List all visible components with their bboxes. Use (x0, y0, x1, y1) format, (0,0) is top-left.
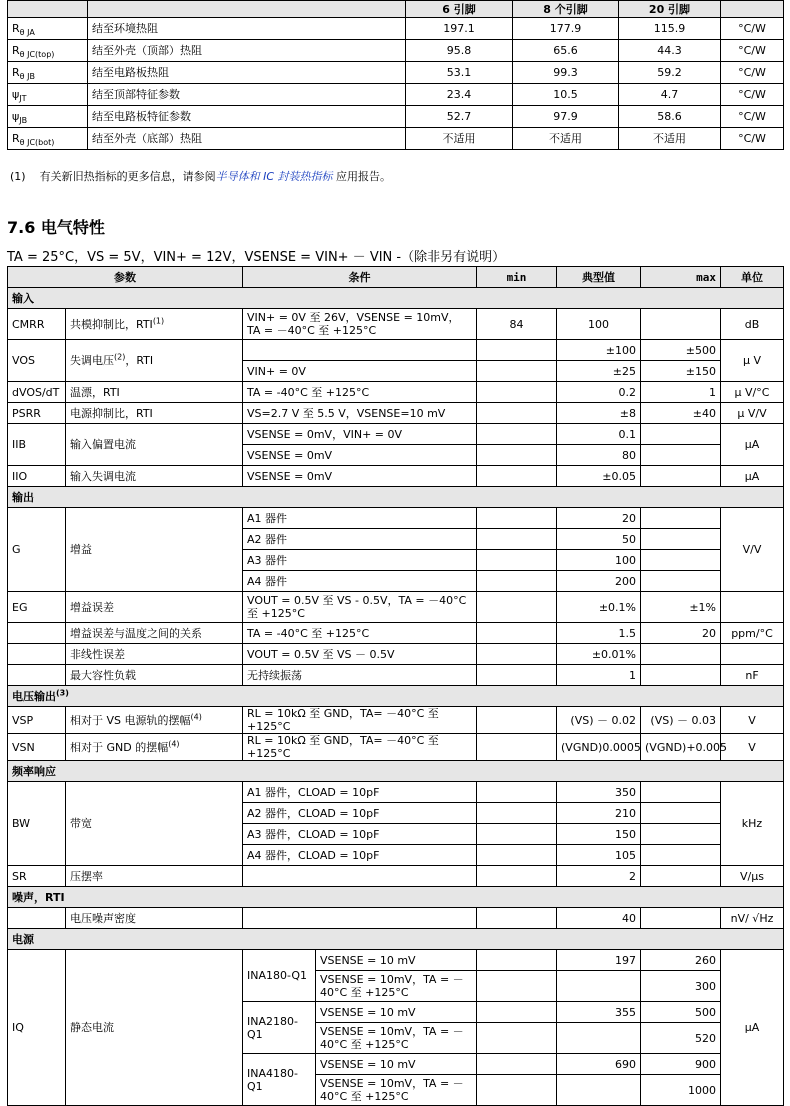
param-cond: TA = -40°C 至 +125°C (243, 623, 477, 644)
header-param: 参数 (8, 267, 243, 288)
thermal-value: 197.1 (406, 18, 513, 40)
row-iib (8, 424, 784, 445)
param-cond: VSENSE = 10 mV (316, 1054, 477, 1075)
thermal-param: 结至环境热阻 (88, 18, 406, 40)
val-typ: 100 (557, 309, 641, 340)
electrical-characteristics-table (7, 266, 784, 1106)
param-symbol: IIB (8, 424, 66, 466)
val-typ (557, 971, 641, 1002)
val-typ: 0.1 (557, 424, 641, 445)
section-noise: 噪声，RTI (8, 887, 784, 908)
row-iio (8, 466, 784, 487)
val-typ: 20 (557, 508, 641, 529)
val-min (477, 971, 557, 1002)
val-min (477, 950, 557, 971)
param-symbol: VOS (8, 340, 66, 382)
val-typ: 350 (557, 782, 641, 803)
param-symbol: dVOS/dT (8, 382, 66, 403)
thermal-param: 结至外壳（顶部）热阻 (88, 40, 406, 62)
thermal-value: 58.6 (619, 106, 721, 128)
header-unit: 单位 (721, 267, 784, 288)
row-iq (8, 950, 784, 971)
val-max: ±150 (641, 361, 721, 382)
val-typ: 80 (557, 445, 641, 466)
param-symbol: VSN (8, 734, 66, 761)
val-min (477, 707, 557, 734)
section-power-supply: 电源 (8, 929, 784, 950)
thermal-value: 不适用 (513, 128, 619, 150)
thermal-symbol: $\psi_{JT}$ (8, 84, 88, 106)
param-name: 共模抑制比，RTI$^{(1)}$ (66, 309, 243, 340)
param-name: 最大容性负载 (66, 665, 243, 686)
row-eg (8, 592, 784, 623)
param-cond (243, 866, 477, 887)
row-cmrr (8, 309, 784, 340)
param-cond: VIN+ = 0V 至 26V，VSENSE = 10mV，TA = －40°C 至 +125°C (243, 309, 477, 340)
val-max: 900 (641, 1054, 721, 1075)
val-typ: 2 (557, 866, 641, 887)
param-symbol: G (8, 508, 66, 592)
thermal-header-20pin: 20 引脚 (619, 1, 721, 18)
val-max (641, 571, 721, 592)
param-cond: 无持续振荡 (243, 665, 477, 686)
thermal-value: 不适用 (406, 128, 513, 150)
val-unit: μA (721, 950, 784, 1106)
val-unit: μ V/V (721, 403, 784, 424)
val-typ: 0.2 (557, 382, 641, 403)
val-max: 20 (641, 623, 721, 644)
thermal-value: 95.8 (406, 40, 513, 62)
val-unit (721, 644, 784, 665)
val-unit: kHz (721, 782, 784, 866)
val-min (477, 382, 557, 403)
val-typ: ±0.05 (557, 466, 641, 487)
thermal-header-blank (8, 1, 88, 18)
thermal-unit: °C/W (721, 40, 784, 62)
param-cond: RL = 10kΩ 至 GND，TA= －40°C 至 +125°C (243, 707, 477, 734)
val-typ: 40 (557, 908, 641, 929)
val-max: ±500 (641, 340, 721, 361)
param-cond: VSENSE = 10 mV (316, 1002, 477, 1023)
header-typ: 典型值 (557, 267, 641, 288)
val-typ (557, 1023, 641, 1054)
val-min (477, 508, 557, 529)
row-vsp (8, 707, 784, 734)
thermal-value: 53.1 (406, 62, 513, 84)
thermal-row (8, 62, 784, 84)
val-max: ±1% (641, 592, 721, 623)
val-max (641, 529, 721, 550)
val-typ: 355 (557, 1002, 641, 1023)
val-typ: 200 (557, 571, 641, 592)
param-name: 输入失调电流 (66, 466, 243, 487)
val-typ: (VS) － 0.02 (557, 707, 641, 734)
elec-header-row (8, 267, 784, 288)
footnote-text: 有关新旧热指标的更多信息，请参阅 (39, 170, 216, 183)
thermal-symbol: $\psi_{JB}$ (8, 106, 88, 128)
app-report-link[interactable]: 半导体和 IC 封装热指标 (215, 170, 333, 183)
param-name: 非线性误差 (66, 644, 243, 665)
val-min (477, 623, 557, 644)
param-symbol: SR (8, 866, 66, 887)
param-cond: A1 器件，CLOAD = 10pF (243, 782, 477, 803)
val-max (641, 866, 721, 887)
param-cond: RL = 10kΩ 至 GND，TA= －40°C 至 +125°C (243, 734, 477, 761)
val-min (477, 734, 557, 761)
val-typ: ±25 (557, 361, 641, 382)
val-max (641, 508, 721, 529)
thermal-header-row (8, 1, 784, 18)
thermal-value: 4.7 (619, 84, 721, 106)
val-max (641, 466, 721, 487)
val-typ: ±0.01% (557, 644, 641, 665)
param-name: 增益 (66, 508, 243, 592)
val-min (477, 466, 557, 487)
footnote-number: (1) (10, 170, 26, 183)
val-max (641, 309, 721, 340)
device-name: INA2180-Q1 (243, 1002, 316, 1054)
val-typ: 50 (557, 529, 641, 550)
param-cond: VSENSE = 10mV，TA = －40°C 至 +125°C (316, 971, 477, 1002)
param-cond: VSENSE = 0mV (243, 466, 477, 487)
val-max: 1000 (641, 1075, 721, 1106)
val-typ (557, 1075, 641, 1106)
param-symbol: EG (8, 592, 66, 623)
param-name: 电压噪声密度 (66, 908, 243, 929)
row-vos (8, 340, 784, 361)
row-vsn (8, 734, 784, 761)
val-min (477, 1002, 557, 1023)
thermal-value: 65.6 (513, 40, 619, 62)
thermal-unit: °C/W (721, 106, 784, 128)
row-noise (8, 908, 784, 929)
val-typ: 197 (557, 950, 641, 971)
val-unit: μA (721, 466, 784, 487)
param-cond: VSENSE = 10mV，TA = －40°C 至 +125°C (316, 1075, 477, 1106)
param-cond: A4 器件 (243, 571, 477, 592)
val-max: 1 (641, 382, 721, 403)
val-unit: V/μs (721, 866, 784, 887)
thermal-symbol: $R_{\theta JB}$ (8, 62, 88, 84)
thermal-row (8, 128, 784, 150)
param-symbol: IIO (8, 466, 66, 487)
param-name: 增益误差与温度之间的关系 (66, 623, 243, 644)
thermal-header-8pin: 8 个引脚 (513, 1, 619, 18)
footnote (10, 168, 391, 184)
thermal-value: 177.9 (513, 18, 619, 40)
test-conditions: TA = 25°C，VS = 5V，VIN+ = 12V，VSENSE = VIN+ － VIN -（除非另有说明） (7, 250, 506, 265)
thermal-unit: °C/W (721, 84, 784, 106)
section-frequency-response: 频率响应 (8, 761, 784, 782)
thermal-row (8, 106, 784, 128)
val-min (477, 782, 557, 803)
val-max: (VGND)+0.005 (641, 734, 721, 761)
val-min (477, 845, 557, 866)
footnote-text-end: 应用报告。 (336, 170, 392, 183)
val-min (477, 665, 557, 686)
val-min (477, 803, 557, 824)
header-cond: 条件 (243, 267, 477, 288)
thermal-unit: °C/W (721, 128, 784, 150)
param-symbol (8, 665, 66, 686)
thermal-value: 97.9 (513, 106, 619, 128)
param-cond: A2 器件 (243, 529, 477, 550)
val-max (641, 644, 721, 665)
device-name: INA4180-Q1 (243, 1054, 316, 1106)
thermal-value: 99.3 (513, 62, 619, 84)
val-typ: 150 (557, 824, 641, 845)
val-min (477, 1054, 557, 1075)
param-symbol: IQ (8, 950, 66, 1106)
thermal-header-6pin: 6 引脚 (406, 1, 513, 18)
val-typ: 105 (557, 845, 641, 866)
thermal-value: 23.4 (406, 84, 513, 106)
val-typ: ±100 (557, 340, 641, 361)
val-max (641, 782, 721, 803)
thermal-param: 结至顶部特征参数 (88, 84, 406, 106)
param-name: 带宽 (66, 782, 243, 866)
param-symbol (8, 644, 66, 665)
val-unit (721, 592, 784, 623)
val-unit: nV/ √Hz (721, 908, 784, 929)
val-unit: μ V/°C (721, 382, 784, 403)
param-symbol: VSP (8, 707, 66, 734)
row-max-cap (8, 665, 784, 686)
val-max (641, 908, 721, 929)
thermal-value: 115.9 (619, 18, 721, 40)
param-name: 输入偏置电流 (66, 424, 243, 466)
row-bw (8, 782, 784, 803)
val-min (477, 550, 557, 571)
param-cond: VSENSE = 10mV，TA = －40°C 至 +125°C (316, 1023, 477, 1054)
row-gain (8, 508, 784, 529)
param-cond: A3 器件 (243, 550, 477, 571)
section-title: 7.6 电气特性 (7, 218, 105, 237)
row-sr (8, 866, 784, 887)
param-symbol (8, 623, 66, 644)
thermal-symbol: $R_{\theta JA}$ (8, 18, 88, 40)
thermal-table (7, 0, 784, 150)
section-voltage-output: 电压输出$^{(3)}$ (8, 686, 784, 707)
val-unit: μA (721, 424, 784, 466)
val-min (477, 529, 557, 550)
param-name: 相对于 GND 的摆幅$^{(4)}$ (66, 734, 243, 761)
row-dvos (8, 382, 784, 403)
val-min (477, 644, 557, 665)
thermal-value: 不适用 (619, 128, 721, 150)
param-cond: A1 器件 (243, 508, 477, 529)
param-cond: VIN+ = 0V (243, 361, 477, 382)
thermal-param: 结至电路板特征参数 (88, 106, 406, 128)
param-cond: VSENSE = 0mV，VIN+ = 0V (243, 424, 477, 445)
thermal-header-blank (721, 1, 784, 18)
device-name: INA180-Q1 (243, 950, 316, 1002)
val-min (477, 424, 557, 445)
header-min: min (477, 267, 557, 288)
val-max: 500 (641, 1002, 721, 1023)
param-cond: TA = -40°C 至 +125°C (243, 382, 477, 403)
row-eg-temp (8, 623, 784, 644)
val-max (641, 424, 721, 445)
param-cond: VSENSE = 0mV (243, 445, 477, 466)
thermal-header-blank (88, 1, 406, 18)
val-max (641, 803, 721, 824)
thermal-param: 结至外壳（底部）热阻 (88, 128, 406, 150)
param-symbol: BW (8, 782, 66, 866)
val-min (477, 445, 557, 466)
val-typ: ±8 (557, 403, 641, 424)
thermal-value: 44.3 (619, 40, 721, 62)
param-name: 温漂，RTI (66, 382, 243, 403)
param-cond: A3 器件，CLOAD = 10pF (243, 824, 477, 845)
val-max (641, 845, 721, 866)
param-symbol: PSRR (8, 403, 66, 424)
val-min (477, 824, 557, 845)
val-unit: dB (721, 309, 784, 340)
thermal-param: 结至电路板热阻 (88, 62, 406, 84)
val-min (477, 592, 557, 623)
param-cond: A2 器件，CLOAD = 10pF (243, 803, 477, 824)
header-max: max (641, 267, 721, 288)
val-typ: 1.5 (557, 623, 641, 644)
param-name: 压摆率 (66, 866, 243, 887)
val-typ: 210 (557, 803, 641, 824)
val-unit: V (721, 734, 784, 761)
val-typ: 1 (557, 665, 641, 686)
param-name: 失调电压$^{(2)}$，RTI (66, 340, 243, 382)
param-cond: VSENSE = 10 mV (316, 950, 477, 971)
thermal-row (8, 84, 784, 106)
val-max (641, 445, 721, 466)
param-name: 静态电流 (66, 950, 243, 1106)
val-max: 520 (641, 1023, 721, 1054)
thermal-row (8, 40, 784, 62)
thermal-row (8, 18, 784, 40)
val-min (477, 866, 557, 887)
val-max: 260 (641, 950, 721, 971)
val-unit: V (721, 707, 784, 734)
row-psrr (8, 403, 784, 424)
param-cond (243, 340, 477, 361)
val-max: 300 (641, 971, 721, 1002)
param-cond: VOUT = 0.5V 至 VS － 0.5V (243, 644, 477, 665)
param-name: 增益误差 (66, 592, 243, 623)
thermal-value: 52.7 (406, 106, 513, 128)
val-typ: 690 (557, 1054, 641, 1075)
thermal-symbol: $R_{\theta JC(bot)}$ (8, 128, 88, 150)
val-max (641, 824, 721, 845)
thermal-value: 59.2 (619, 62, 721, 84)
section-input: 输入 (8, 288, 784, 309)
val-max (641, 550, 721, 571)
val-unit: V/V (721, 508, 784, 592)
val-min: 84 (477, 309, 557, 340)
val-unit: nF (721, 665, 784, 686)
val-max: ±40 (641, 403, 721, 424)
val-unit: μ V (721, 340, 784, 382)
val-min (477, 403, 557, 424)
val-min (477, 1075, 557, 1106)
val-typ: (VGND)0.0005 (557, 734, 641, 761)
val-typ: 100 (557, 550, 641, 571)
param-name: 相对于 VS 电源轨的摆幅$^{(4)}$ (66, 707, 243, 734)
val-unit: ppm/°C (721, 623, 784, 644)
val-min (477, 361, 557, 382)
param-name: 电源抑制比，RTI (66, 403, 243, 424)
val-max (641, 665, 721, 686)
param-cond (243, 908, 477, 929)
row-nonlinearity (8, 644, 784, 665)
param-symbol: CMRR (8, 309, 66, 340)
val-min (477, 1023, 557, 1054)
param-cond: VS=2.7 V 至 5.5 V，VSENSE=10 mV (243, 403, 477, 424)
thermal-unit: °C/W (721, 62, 784, 84)
section-output: 输出 (8, 487, 784, 508)
val-max: (VS) － 0.03 (641, 707, 721, 734)
thermal-unit: °C/W (721, 18, 784, 40)
thermal-value: 10.5 (513, 84, 619, 106)
param-symbol (8, 908, 66, 929)
val-min (477, 908, 557, 929)
val-min (477, 340, 557, 361)
param-cond: A4 器件，CLOAD = 10pF (243, 845, 477, 866)
val-typ: ±0.1% (557, 592, 641, 623)
val-min (477, 571, 557, 592)
thermal-symbol: $R_{\theta JC(top)}$ (8, 40, 88, 62)
param-cond: VOUT = 0.5V 至 VS - 0.5V，TA = －40°C 至 +125°C (243, 592, 477, 623)
